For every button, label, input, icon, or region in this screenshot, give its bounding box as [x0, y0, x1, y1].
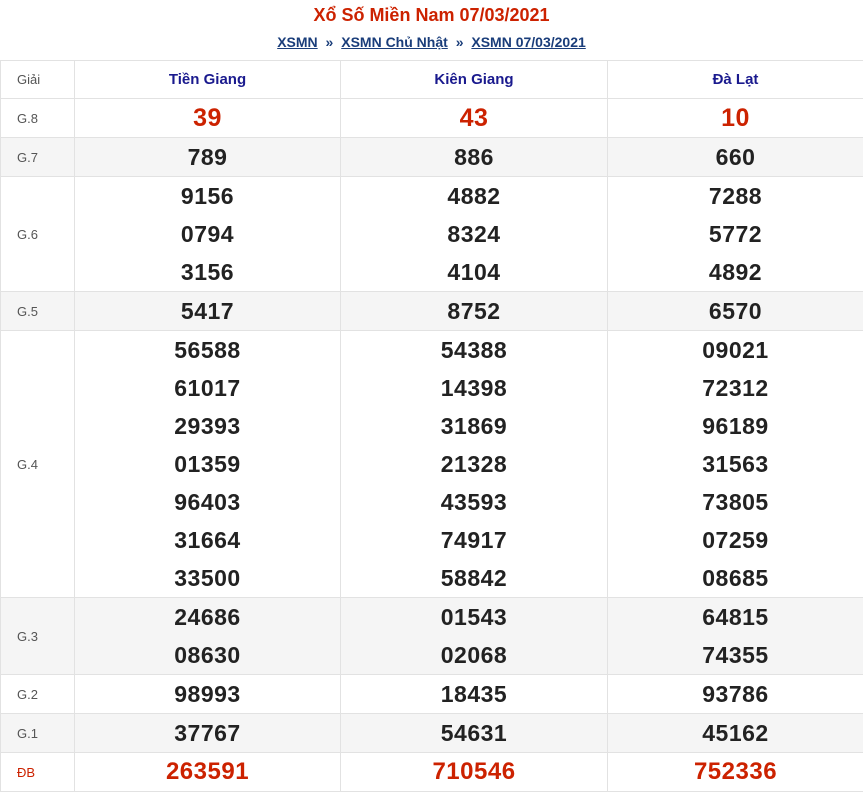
- breadcrumb-separator: »: [325, 34, 334, 50]
- prize-number: 660: [715, 144, 756, 170]
- prize-number: 58842: [440, 565, 508, 591]
- prize-label: G.1: [1, 714, 75, 753]
- prize-cell: [341, 714, 608, 753]
- prize-row: [1, 753, 863, 792]
- prize-number: 29393: [174, 413, 241, 439]
- province-header[interactable]: Tiền Giang: [75, 61, 341, 99]
- prize-cell: [608, 714, 863, 753]
- breadcrumb-link-xsmn-chu-nhat[interactable]: XSMN Chủ Nhật: [341, 34, 448, 50]
- prize-number: 31869: [440, 413, 508, 439]
- prize-row: [1, 177, 863, 292]
- prize-number: 08685: [702, 565, 769, 591]
- prize-number: 5772: [708, 221, 763, 247]
- prize-cell: [75, 675, 341, 714]
- prize-cell: [75, 598, 341, 675]
- prize-number: 0794: [180, 221, 235, 247]
- prize-number: 43593: [440, 489, 508, 515]
- prize-number: 93786: [702, 681, 769, 707]
- breadcrumb-separator: »: [455, 34, 464, 50]
- prize-cell: [608, 598, 863, 675]
- prize-number: 43: [459, 104, 489, 132]
- prize-cell: [608, 99, 863, 138]
- prize-number: 8752: [447, 298, 501, 324]
- prize-number: 72312: [702, 375, 769, 401]
- prize-cell: [75, 331, 341, 598]
- prize-number: 10: [721, 104, 750, 132]
- prize-number: 24686: [174, 604, 241, 630]
- prize-number: 18435: [440, 681, 508, 707]
- prize-number: 4882: [447, 183, 501, 209]
- prize-cell: [608, 753, 863, 792]
- prize-number: 31563: [702, 451, 769, 477]
- prize-label: G.4: [1, 331, 75, 598]
- prize-cell: [341, 331, 608, 598]
- prize-number: 74917: [440, 527, 508, 553]
- table-header-row: [1, 61, 863, 99]
- results-table: [0, 60, 863, 792]
- prize-number: 09021: [702, 337, 769, 363]
- prize-row: [1, 331, 863, 598]
- prize-cell: [608, 331, 863, 598]
- prize-number: 37767: [174, 720, 241, 746]
- results-body: [1, 99, 863, 792]
- prize-number: 710546: [432, 758, 516, 785]
- prize-number: 08630: [174, 642, 241, 668]
- prize-number: 73805: [702, 489, 769, 515]
- province-header[interactable]: Đà Lạt: [608, 61, 863, 99]
- prize-number: 61017: [174, 375, 241, 401]
- prize-number: 39: [193, 104, 222, 132]
- prize-cell: [75, 177, 341, 292]
- prize-cell: [608, 177, 863, 292]
- prize-row: [1, 598, 863, 675]
- prize-cell: [608, 292, 863, 331]
- prize-row: [1, 675, 863, 714]
- prize-number: 31664: [174, 527, 241, 553]
- prize-cell: [75, 138, 341, 177]
- prize-cell: [341, 99, 608, 138]
- prize-row: [1, 714, 863, 753]
- prize-number: 4104: [447, 259, 501, 285]
- prize-number: 96403: [174, 489, 241, 515]
- prize-number: 9156: [180, 183, 235, 209]
- prize-number: 886: [454, 144, 494, 170]
- prize-cell: [341, 753, 608, 792]
- prize-label: G.3: [1, 598, 75, 675]
- prize-number: 02068: [440, 642, 508, 668]
- page-title: Xổ Số Miền Nam 07/03/2021: [313, 5, 550, 25]
- prize-number: 54388: [440, 337, 508, 363]
- prize-label: G.7: [1, 138, 75, 177]
- prize-number: 5417: [180, 298, 235, 324]
- breadcrumb-link-xsmn[interactable]: XSMN: [277, 34, 318, 50]
- prize-number: 263591: [165, 758, 250, 785]
- prize-number: 752336: [693, 758, 778, 785]
- prize-number: 7288: [708, 183, 763, 209]
- prize-cell: [75, 292, 341, 331]
- prize-cell: [608, 675, 863, 714]
- prize-cell: [75, 753, 341, 792]
- prize-number: 21328: [440, 451, 508, 477]
- prize-number: 64815: [702, 604, 769, 630]
- prize-cell: [341, 138, 608, 177]
- prize-number: 789: [187, 144, 228, 170]
- prize-label: G.8: [1, 99, 75, 138]
- prize-number: 56588: [174, 337, 241, 363]
- prize-number: 8324: [447, 221, 501, 247]
- prize-number: 3156: [180, 259, 235, 285]
- prize-cell: [75, 714, 341, 753]
- prize-number: 33500: [174, 565, 241, 591]
- breadcrumb: [0, 30, 863, 60]
- prize-number: 45162: [702, 720, 769, 746]
- province-header[interactable]: Kiên Giang: [341, 61, 608, 99]
- prize-cell: [341, 675, 608, 714]
- prize-row: [1, 138, 863, 177]
- prize-label-header: Giải: [1, 61, 75, 99]
- prize-cell: [341, 177, 608, 292]
- prize-cell: [341, 292, 608, 331]
- prize-row: [1, 99, 863, 138]
- prize-number: 01359: [174, 451, 241, 477]
- prize-label: G.6: [1, 177, 75, 292]
- prize-number: 07259: [702, 527, 769, 553]
- prize-number: 14398: [440, 375, 508, 401]
- prize-number: 54631: [440, 720, 508, 746]
- prize-row: [1, 292, 863, 331]
- prize-number: 6570: [708, 298, 763, 324]
- prize-number: 4892: [708, 259, 763, 285]
- prize-label: ĐB: [1, 753, 75, 792]
- prize-label: G.2: [1, 675, 75, 714]
- prize-number: 96189: [702, 413, 769, 439]
- prize-label: G.5: [1, 292, 75, 331]
- prize-cell: [608, 138, 863, 177]
- prize-cell: [75, 99, 341, 138]
- prize-number: 74355: [702, 642, 769, 668]
- breadcrumb-link-xsmn-date[interactable]: XSMN 07/03/2021: [471, 34, 586, 50]
- prize-number: 01543: [440, 604, 508, 630]
- prize-number: 98993: [174, 681, 241, 707]
- prize-cell: [341, 598, 608, 675]
